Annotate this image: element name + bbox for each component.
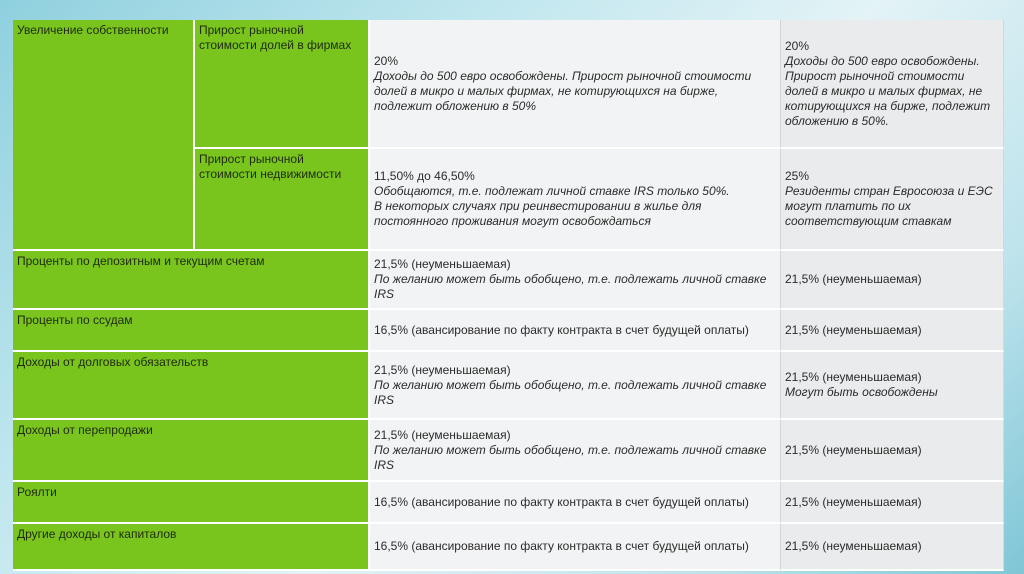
rate-value: 16,5% (авансирование по факту контракта в счет будущей оплаты) bbox=[374, 539, 749, 553]
category-label: Проценты по депозитным и текущим счетам bbox=[17, 254, 265, 268]
rate-note: В некоторых случаях при реинвестировании в жилье для постоянного проживания могут освобождаться bbox=[374, 199, 702, 228]
rate-cell-residents bbox=[370, 352, 781, 420]
category-cell bbox=[13, 524, 370, 571]
category-label: Доходы от перепродажи bbox=[17, 423, 153, 437]
rate-cell-nonresidents bbox=[781, 482, 1004, 524]
rate-cell-nonresidents bbox=[781, 149, 1004, 251]
rate-note: По желанию может быть обобщено, т.е. подлежать личной ставке IRS bbox=[374, 272, 767, 301]
rate-value: 21,5% (неуменьшаемая) bbox=[785, 322, 922, 337]
category-cell bbox=[13, 420, 370, 482]
rate-cell-nonresidents bbox=[781, 420, 1004, 482]
table-row bbox=[13, 420, 1004, 482]
rate-cell-nonresidents bbox=[781, 310, 1004, 352]
rate-cell-nonresidents bbox=[781, 251, 1004, 310]
table-row bbox=[13, 251, 1004, 310]
category-label: Другие доходы от капиталов bbox=[17, 527, 177, 541]
table-row bbox=[13, 20, 1004, 149]
rate-cell-nonresidents bbox=[781, 20, 1004, 149]
table-row bbox=[13, 482, 1004, 524]
rate-note: Резиденты стран Евросоюза и ЕЭС могут платить по их соответствующим ставкам bbox=[785, 184, 993, 228]
rate-value: 21,5% (неуменьшаемая) bbox=[785, 370, 922, 384]
rate-cell-residents bbox=[370, 482, 781, 524]
rate-cell-residents bbox=[370, 420, 781, 482]
rate-value: 21,5% (неуменьшаемая) bbox=[374, 257, 511, 271]
tax-table bbox=[13, 20, 1004, 571]
rate-value: 21,5% (неуменьшаемая) bbox=[785, 442, 922, 457]
category-label: Увеличение собственности bbox=[17, 23, 169, 37]
category-cell bbox=[13, 482, 370, 524]
rate-cell-residents bbox=[370, 524, 781, 571]
rate-note: По желанию может быть обобщено, т.е. подлежать личной ставке IRS bbox=[374, 377, 767, 407]
rate-value: 20% bbox=[785, 38, 810, 53]
rate-note: Доходы до 500 евро освобождены. Прирост рыночной стоимости долей в микро и малых фирмах, не котирующихся на бирже, подлежит обложению в 50% bbox=[374, 68, 752, 113]
table-row bbox=[13, 524, 1004, 571]
rate-value: 21,5% (неуменьшаемая) bbox=[785, 272, 922, 286]
slide-body bbox=[13, 20, 1004, 571]
category-cell bbox=[13, 310, 370, 352]
subcategory-label: Прирост рыночной стоимости недвижимости bbox=[199, 152, 342, 181]
rate-value: 21,5% (неуменьшаемая) bbox=[785, 539, 922, 553]
subcategory-cell bbox=[195, 20, 370, 149]
table-row bbox=[13, 310, 1004, 352]
rate-value: 16,5% (авансирование по факту контракта в счет будущей оплаты) bbox=[374, 494, 749, 509]
rate-note: Обобщаются, т.е. подлежат личной ставке IRS только 50%. bbox=[374, 184, 730, 198]
rate-value: 16,5% (авансирование по факту контракта в счет будущей оплаты) bbox=[374, 322, 749, 337]
subcategory-label: Прирост рыночной стоимости долей в фирмах bbox=[199, 23, 352, 52]
rate-value: 20% bbox=[374, 53, 399, 68]
rate-note: Могут быть освобождены bbox=[785, 385, 938, 399]
category-label: Роялти bbox=[17, 485, 57, 499]
rate-value: 11,50% до 46,50% bbox=[374, 169, 475, 183]
category-cell bbox=[13, 352, 370, 420]
rate-value: 21,5% (неуменьшаемая) bbox=[374, 427, 511, 442]
rate-value: 25% bbox=[785, 169, 810, 183]
category-label: Доходы от долговых обязательств bbox=[17, 355, 209, 369]
rate-cell-nonresidents bbox=[781, 524, 1004, 571]
rate-cell-residents bbox=[370, 310, 781, 352]
category-cell bbox=[13, 251, 370, 310]
rate-cell-nonresidents bbox=[781, 352, 1004, 420]
subcategory-cell bbox=[195, 149, 370, 251]
rate-value: 21,5% (неуменьшаемая) bbox=[785, 494, 922, 509]
category-cell bbox=[13, 20, 195, 251]
category-label: Проценты по ссудам bbox=[17, 313, 133, 327]
table-row bbox=[13, 352, 1004, 420]
rate-note: По желанию может быть обобщено, т.е. подлежать личной ставке IRS bbox=[374, 442, 767, 472]
rate-note: Доходы до 500 евро освобождены. Прирост рыночной стоимости долей в микро и малых фирмах, не котирующихся на бирже, подлежит обложению в 50%. bbox=[785, 53, 991, 128]
rate-cell-residents bbox=[370, 149, 781, 251]
rate-cell-residents bbox=[370, 251, 781, 310]
rate-cell-residents bbox=[370, 20, 781, 149]
rate-value: 21,5% (неуменьшаемая) bbox=[374, 362, 511, 377]
